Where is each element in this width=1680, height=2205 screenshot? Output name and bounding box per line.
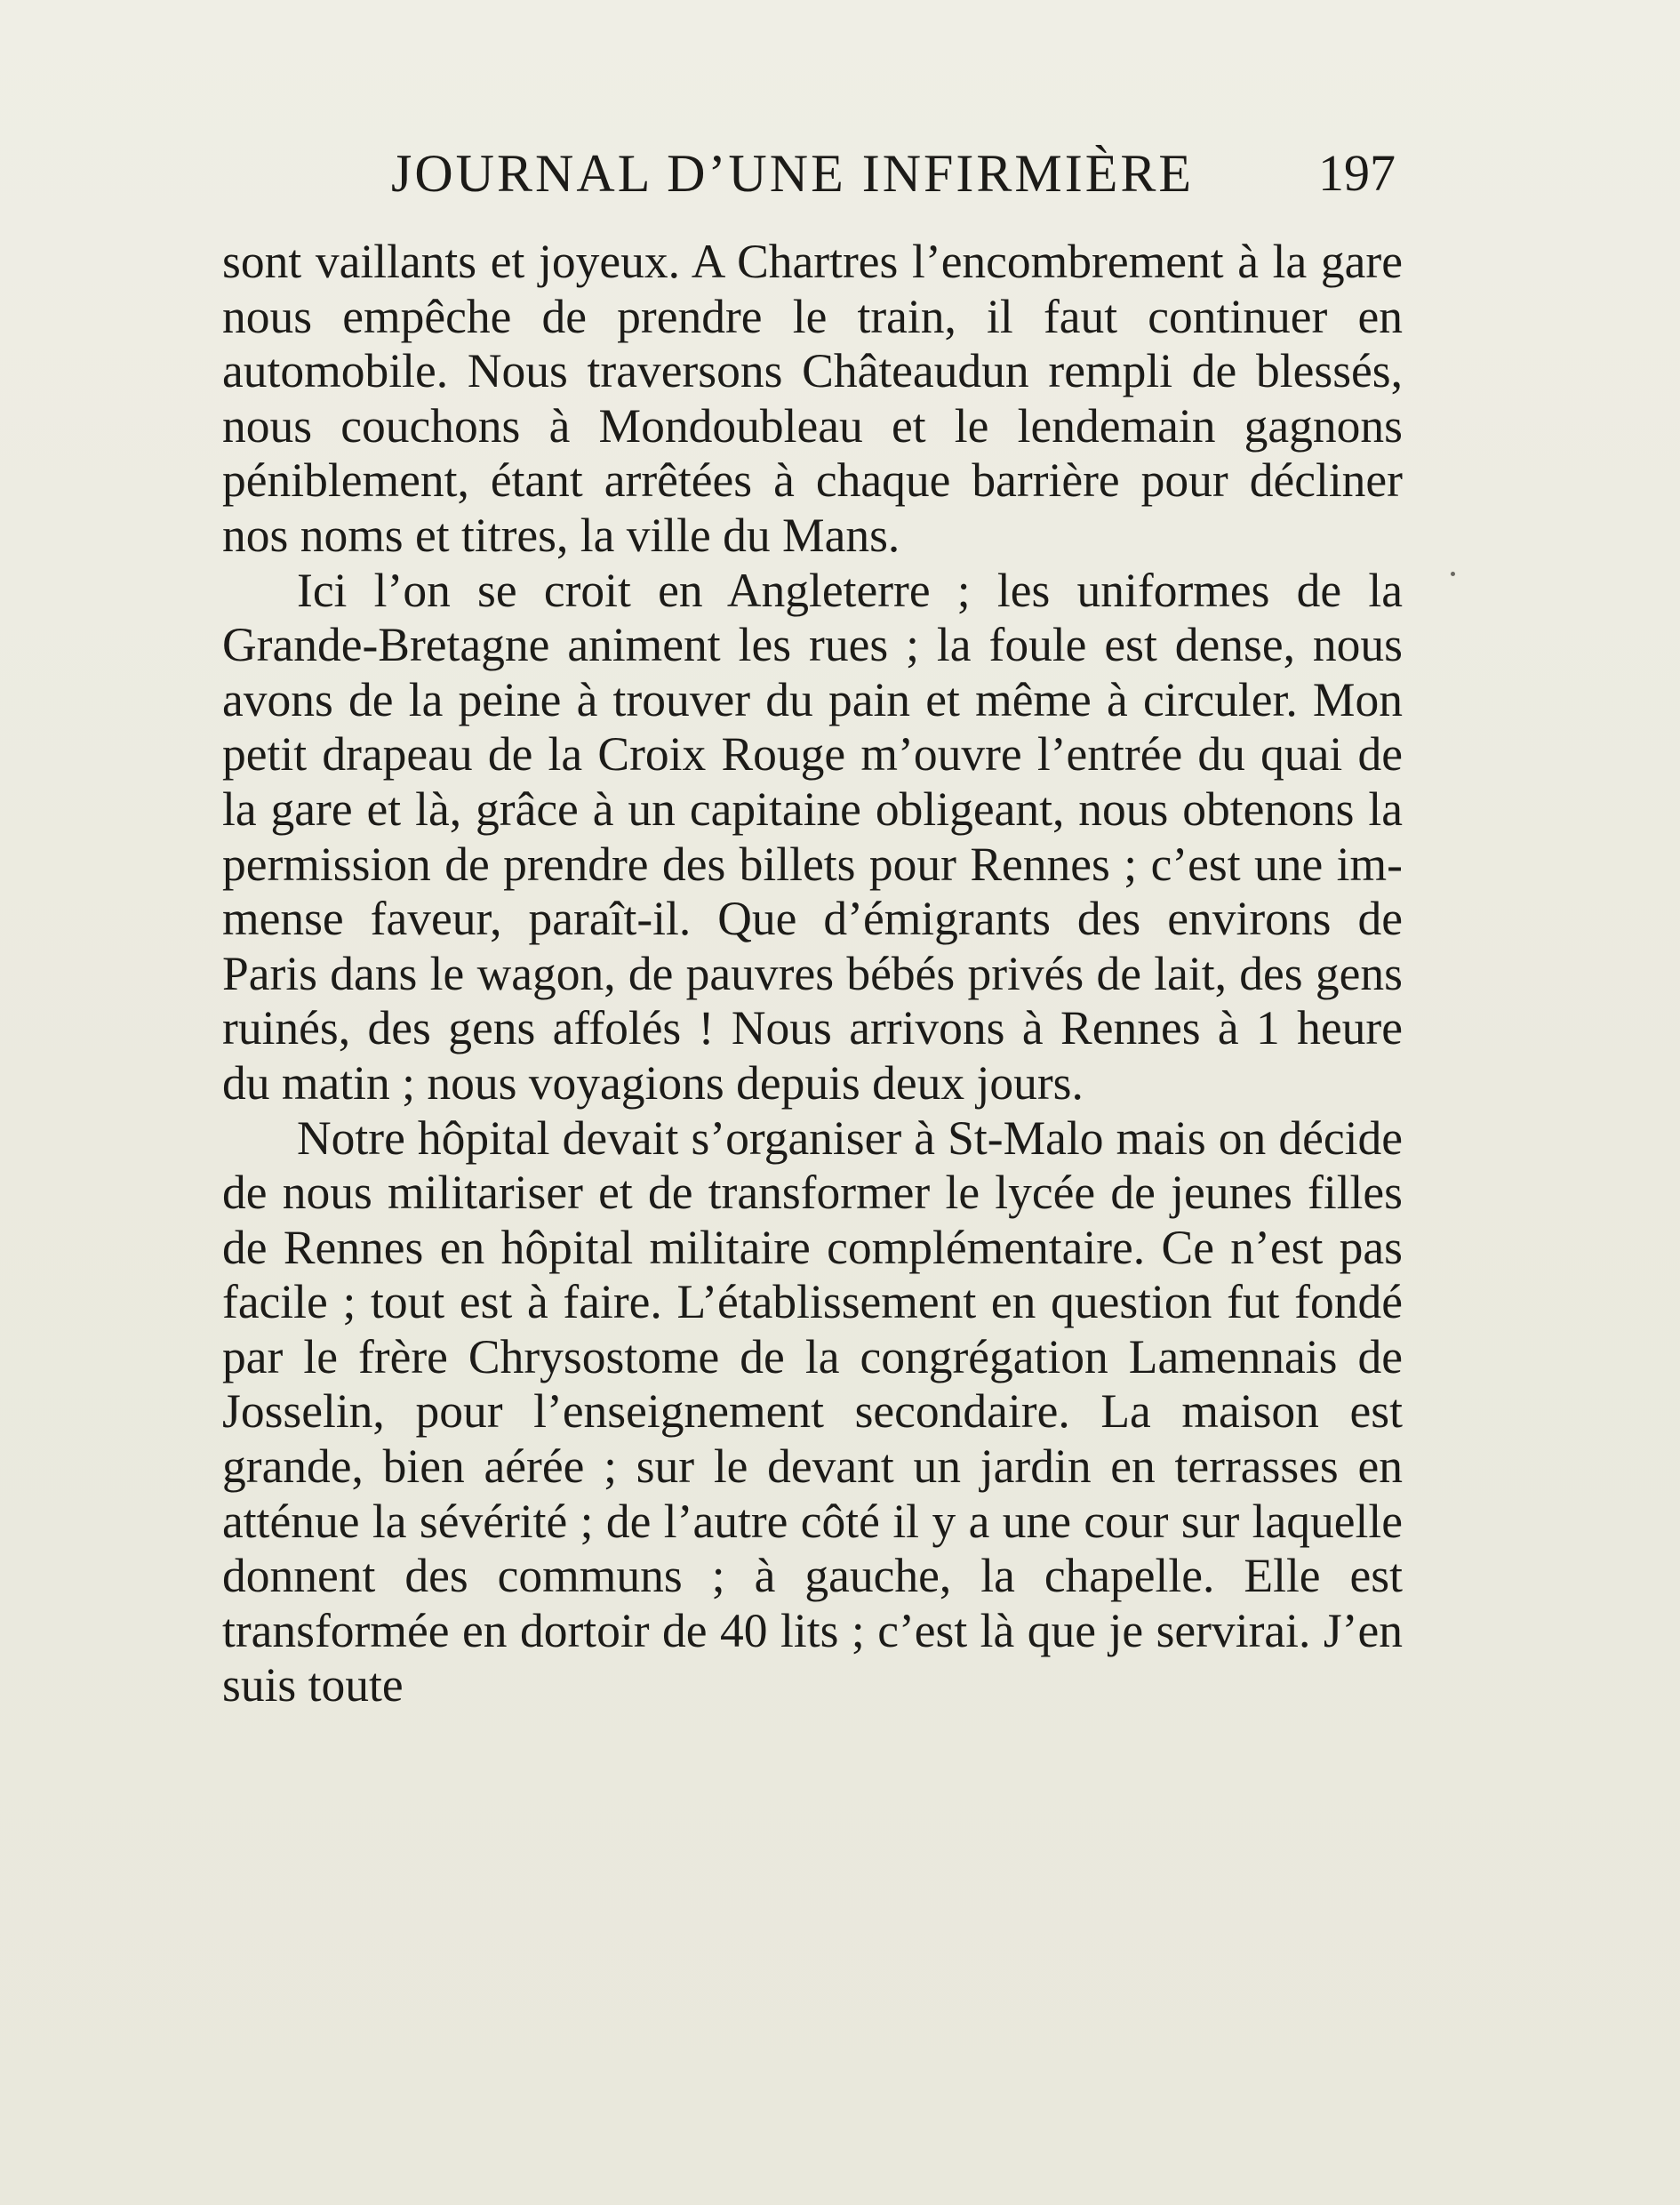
paragraph-2: Ici l’on se croit en Angleterre ; les uniformes de la Grande-Bretagne animent les rues ; la foule est dense, nous avons de la peine à trouver du pain et même à circuler. Mon petit drapeau de la Croix Rouge m’ouvre l’entrée du quai de la gare et là, grâce à un capitaine obligeant, nous obtenons la permission de prendre des billets pour Rennes ; c’est une immense faveur, paraît-il. Que d’émigrants des environs de Paris dans le wagon, de pauvres bébés privés de lait, des gens ruinés, des gens affolés ! Nous arrivons à Rennes à 1 heure du matin ; nous voyagions depuis deux jours. (222, 563, 1403, 1110)
ink-speck (1451, 572, 1455, 576)
body-text (222, 235, 1403, 1713)
page-number: 197 (1318, 144, 1396, 202)
running-head (222, 133, 1396, 213)
running-title: JOURNAL D’UNE INFIRMIÈRE (391, 144, 1195, 203)
paragraph-3: Notre hôpital devait s’organiser à St-Malo mais on décide de nous militariser et de transformer le lycée de jeunes filles de Rennes en hôpital militaire complémentaire. Ce n’est pas facile ; tout est à faire. L’établissement en question fut fondé par le frère Chrysostome de la congrégation Lamennais de Josselin, pour l’enseignement secondaire. La maison est grande, bien aérée ; sur le devant un jardin en terrasses en atténue la sévérité ; de l’autre côté il y a une cour sur laquelle donnent des communs ; à gauche, la chapelle. Elle est transformée en dortoir de 40 lits ; c’est là que je servirai. J’en suis toute (222, 1111, 1403, 1712)
paragraph-1: sont vaillants et joyeux. A Chartres l’encombrement à la gare nous empêche de prendre le train, il faut continuer en automobile. Nous traversons Châteaudun rempli de blessés, nous couchons à Mondoubleau et le lendemain gagnons péniblement, étant arrêtées à chaque barrière pour décliner nos noms et titres, la ville du Mans. (222, 235, 1403, 562)
